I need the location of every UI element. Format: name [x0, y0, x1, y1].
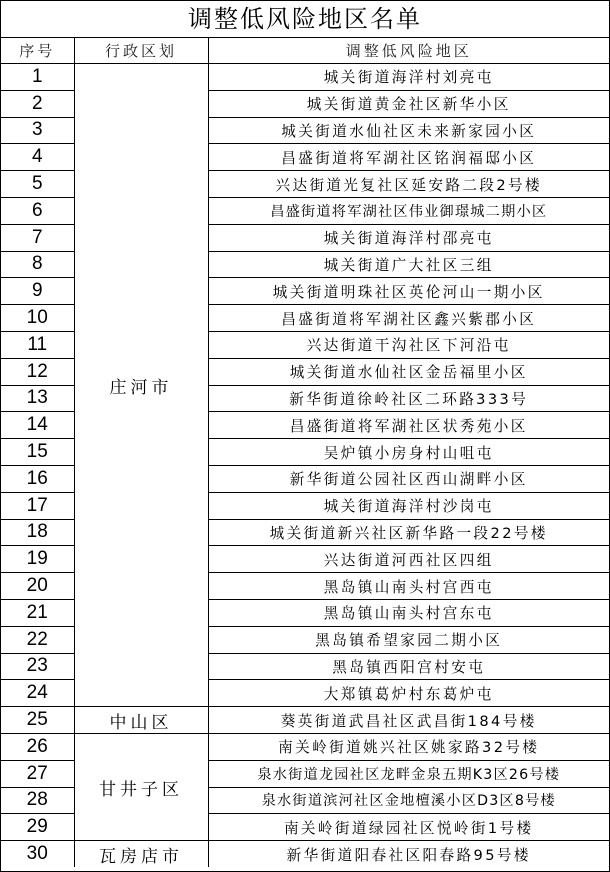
area-cell: 城关街道黄金社区新华小区 — [208, 90, 609, 117]
row-number: 15 — [1, 439, 74, 466]
row-number: 22 — [1, 626, 74, 653]
row-number: 1 — [1, 64, 74, 91]
header-no: 序号 — [1, 38, 74, 64]
row-number: 11 — [1, 331, 74, 358]
row-number: 28 — [1, 787, 74, 814]
area-cell: 昌盛街道将军湖社区状秀苑小区 — [208, 412, 609, 439]
row-number: 27 — [1, 760, 74, 787]
row-number: 14 — [1, 412, 74, 439]
row-number: 21 — [1, 599, 74, 626]
area-cell: 城关街道水仙社区未来新家园小区 — [208, 117, 609, 144]
sheet-title: 调整低风险地区名单 — [1, 1, 609, 38]
row-number: 26 — [1, 733, 74, 760]
row-number: 23 — [1, 653, 74, 680]
area-cell: 泉水街道滨河社区金地檀溪小区D3区8号楼 — [208, 787, 609, 814]
area-cell: 南关岭街道姚兴社区姚家路32号楼 — [208, 733, 609, 760]
row-number: 17 — [1, 492, 74, 519]
row-number: 8 — [1, 251, 74, 278]
row-number: 6 — [1, 197, 74, 224]
row-number: 29 — [1, 814, 74, 841]
row-number: 12 — [1, 358, 74, 385]
area-cell: 昌盛街道将军湖社区铭润福邸小区 — [208, 144, 609, 171]
row-number: 7 — [1, 224, 74, 251]
row-number: 18 — [1, 519, 74, 546]
row-number: 2 — [1, 90, 74, 117]
area-cell: 新华街道阳春社区阳春路95号楼 — [208, 841, 609, 868]
row-number: 19 — [1, 546, 74, 573]
area-cell: 泉水街道龙园社区龙畔金泉五期K3区26号楼 — [208, 760, 609, 787]
row-number: 9 — [1, 278, 74, 305]
row-number: 24 — [1, 680, 74, 707]
row-number: 10 — [1, 305, 74, 332]
area-cell: 黑岛镇山南头村宫东屯 — [208, 599, 609, 626]
row-number: 4 — [1, 144, 74, 171]
row-number: 30 — [1, 841, 74, 868]
area-cell: 大郑镇葛炉村东葛炉屯 — [208, 680, 609, 707]
area-cell: 城关街道海洋村邵亮屯 — [208, 224, 609, 251]
area-cell: 南关岭街道绿园社区悦岭街1号楼 — [208, 814, 609, 841]
row-number: 20 — [1, 573, 74, 600]
table-row — [1, 841, 609, 868]
area-cell: 兴达街道河西社区四组 — [208, 546, 609, 573]
header-row — [1, 38, 609, 64]
area-cell: 兴达街道光复社区延安路二段2号楼 — [208, 171, 609, 198]
area-cell: 葵英街道武昌社区武昌街184号楼 — [208, 707, 609, 734]
header-area: 调整低风险地区 — [208, 38, 609, 64]
table-row — [1, 64, 609, 91]
area-cell: 昌盛街道将军湖社区伟业御璟城二期小区 — [208, 197, 609, 224]
area-cell: 黑岛镇山南头村宫西屯 — [208, 573, 609, 600]
row-number: 16 — [1, 465, 74, 492]
row-number: 25 — [1, 707, 74, 734]
area-cell: 兴达街道干沟社区下河沿屯 — [208, 331, 609, 358]
area-cell: 城关街道新兴社区新华路一段22号楼 — [208, 519, 609, 546]
area-cell: 昌盛街道将军湖社区鑫兴紫郡小区 — [208, 305, 609, 332]
district-cell-ganjingzi: 甘井子区 — [74, 733, 208, 840]
table-row — [1, 707, 609, 734]
area-cell: 黑岛镇希望家园二期小区 — [208, 626, 609, 653]
row-number: 5 — [1, 171, 74, 198]
area-cell: 吴炉镇小房身村山咀屯 — [208, 439, 609, 466]
district-cell-wafangdian: 瓦房店市 — [74, 841, 208, 868]
area-cell: 城关街道广大社区三组 — [208, 251, 609, 278]
area-cell: 黑岛镇西阳宫村安屯 — [208, 653, 609, 680]
area-cell: 城关街道水仙社区金岳福里小区 — [208, 358, 609, 385]
area-cell: 新华街道徐岭社区二环路333号 — [208, 385, 609, 412]
district-cell-zhongshan: 中山区 — [74, 707, 208, 734]
area-cell: 新华街道公园社区西山湖畔小区 — [208, 465, 609, 492]
area-cell: 城关街道明珠社区英伦河山一期小区 — [208, 278, 609, 305]
area-cell: 城关街道海洋村刘亮屯 — [208, 64, 609, 91]
header-district: 行政区划 — [74, 38, 208, 64]
district-cell-zhuanghe: 庄河市 — [74, 64, 208, 707]
risk-area-table — [1, 38, 609, 867]
area-cell: 城关街道海洋村沙岗屯 — [208, 492, 609, 519]
row-number: 3 — [1, 117, 74, 144]
table-row — [1, 733, 609, 760]
row-number: 13 — [1, 385, 74, 412]
